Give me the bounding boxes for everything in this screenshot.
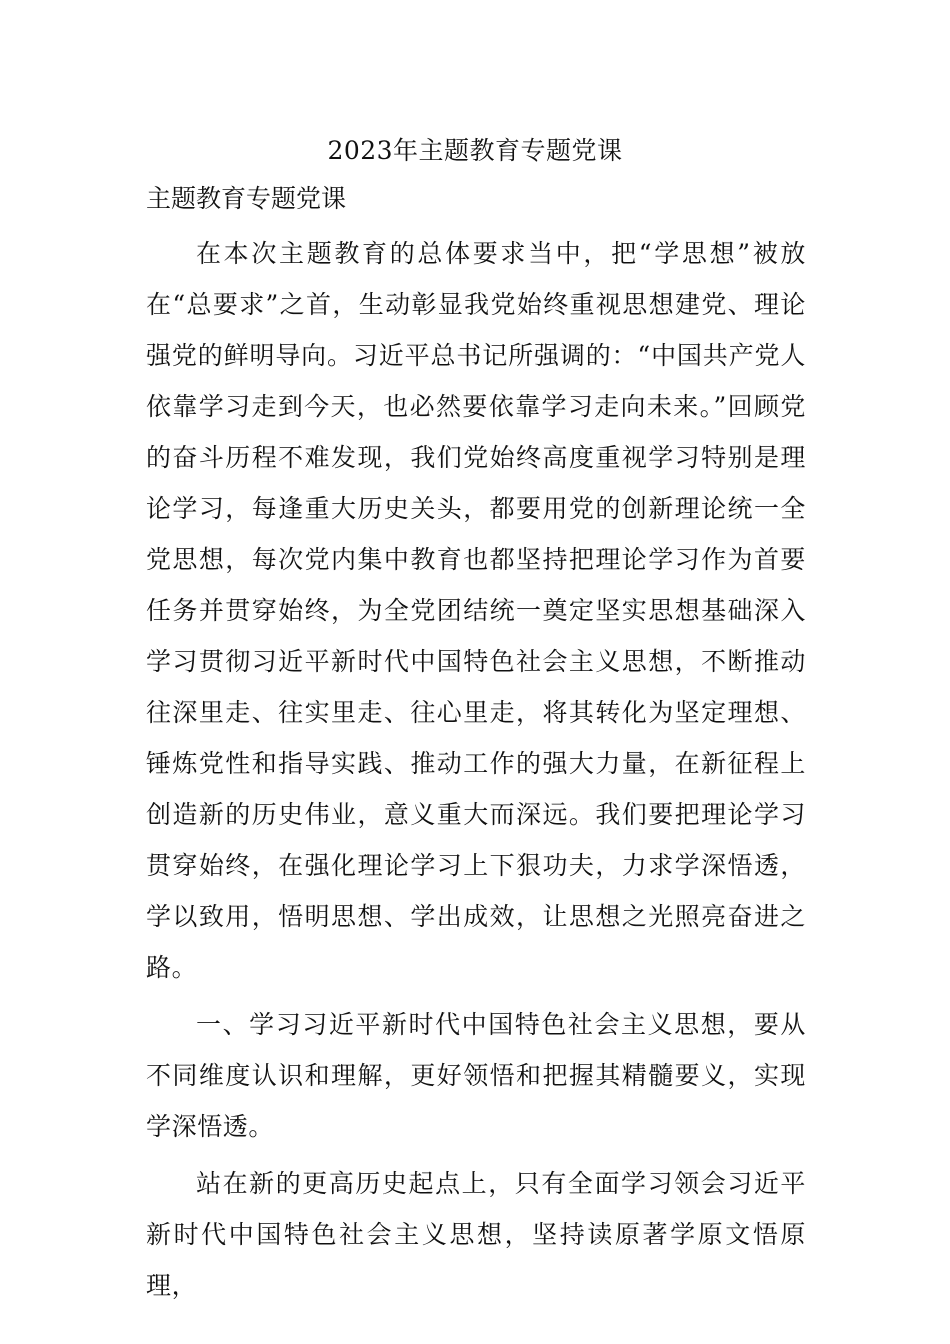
document-subtitle: 主题教育专题党课 (146, 184, 347, 213)
document-body (146, 228, 806, 1311)
document-title: 2023年主题教育专题党课 (327, 136, 623, 165)
paragraph-section-one-body: 站在新的更高历史起点上，只有全面学习领会习近平新时代中国特色社会主义思想，坚持读原著学原文悟原理， (146, 1169, 806, 1300)
paragraph-section-one-heading: 一、学习习近平新时代中国特色社会主义思想，要从不同维度认识和理解，更好领悟和把握其精髓要义，实现学深悟透。 (146, 1010, 806, 1141)
paragraph-intro: 在本次主题教育的总体要求当中，把“学思想”被放在“总要求”之首，生动彰显我党始终重视思想建党、理论强党的鲜明导向。习近平总书记所强调的：“中国共产党人依靠学习走到今天，也必然要依靠学习走向未来。”回顾党的奋斗历程不难发现，我们党始终高度重视学习特别是理论学习，每逢重大历史关头，都要用党的创新理论统一全党思想，每次党内集中教育也都坚持把理论学习作为首要任务并贯穿始终，为全党团结统一奠定坚实思想基础深入学习贯彻习近平新时代中国特色社会主义思想，不断推动往深里走、往实里走、往心里走，将其转化为坚定理想、锤炼党性和指导实践、推动工作的强大力量，在新征程上创造新的历史伟业，意义重大而深远。我们要把理论学习贯穿始终，在强化理论学习上下狠功夫，力求学深悟透，学以致用，悟明思想、学出成效，让思想之光照亮奋进之路。 (146, 239, 806, 982)
